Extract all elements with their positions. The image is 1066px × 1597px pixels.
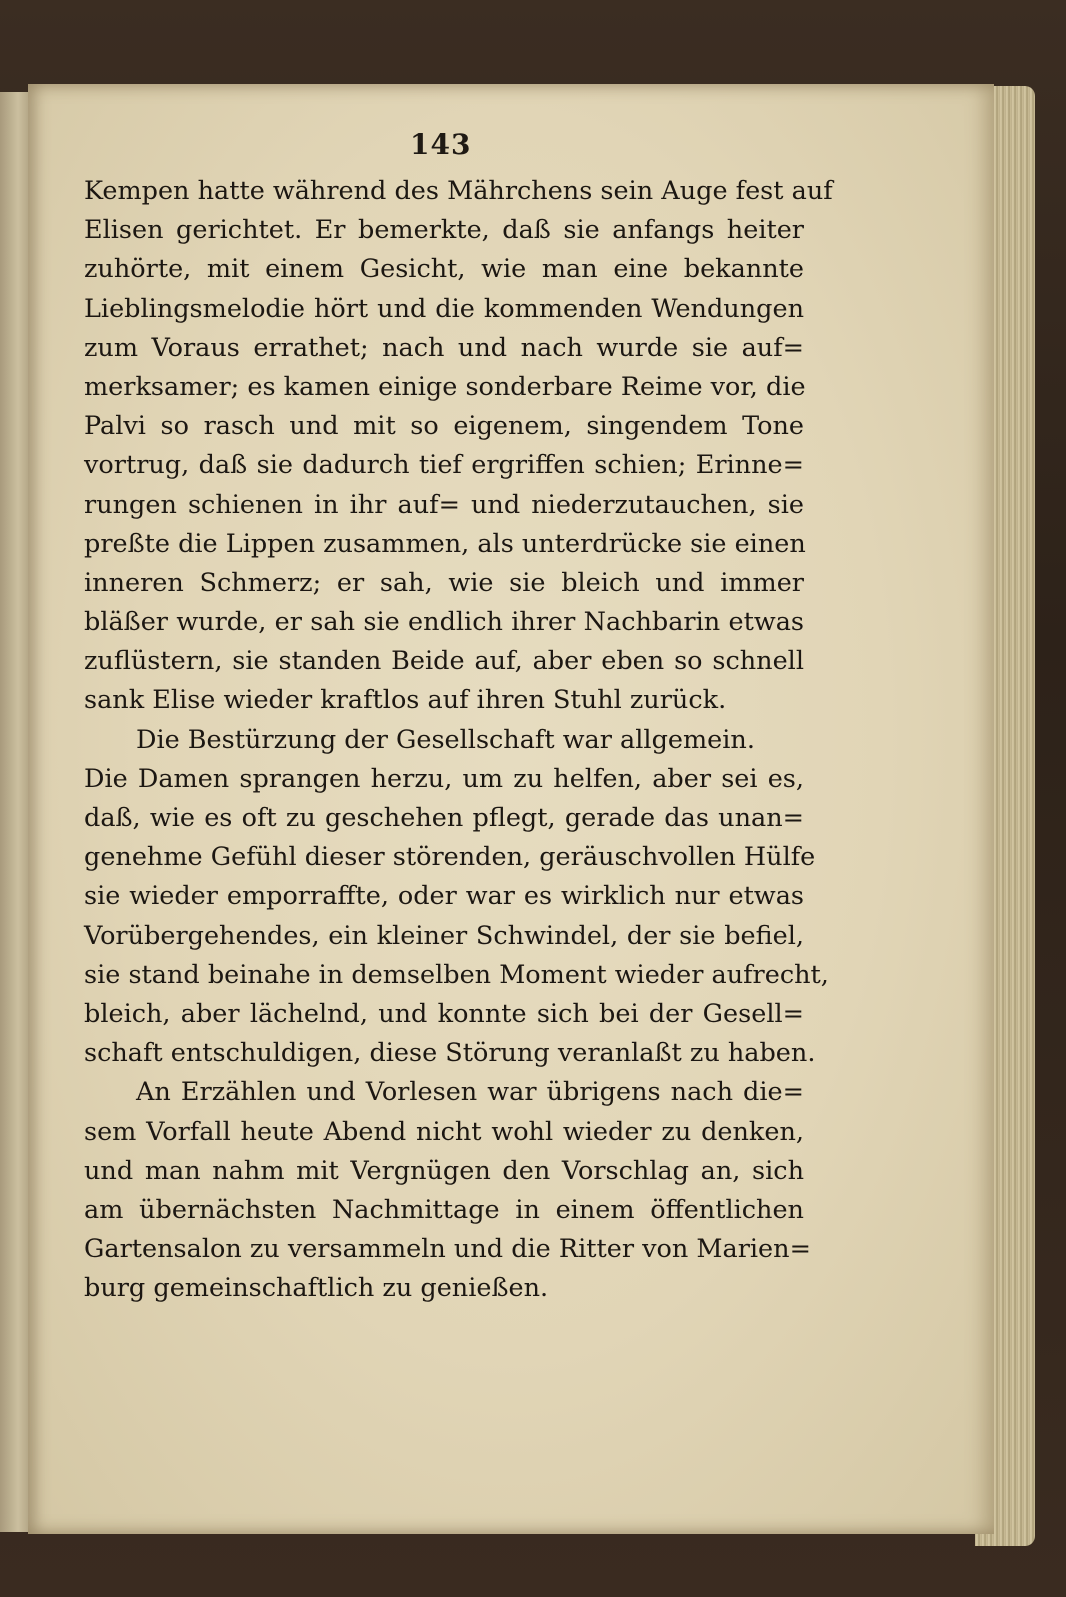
text-line: zum Voraus errathet; nach und nach wurde sie auf= [84,332,804,363]
text-line: inneren Schmerz; er sah, wie sie bleich und immer [84,567,804,598]
text-line: zuflüstern, sie standen Beide auf, aber eben so schnell [84,646,804,677]
text-line: rungen schienen in ihr auf= und niederzutauchen, sie [84,489,804,520]
text-line: daß, wie es oft zu geschehen pflegt, gerade das unan= [84,803,804,833]
text-line: sie stand beinahe in demselben Moment wieder aufrecht, [84,959,829,990]
text-line: bläßer wurde, er sah sie endlich ihrer Nachbarin etwas [84,607,804,638]
text-line: burg gemeinschaftlich zu genießen. [84,1273,549,1304]
text-line: sank Elise wieder kraftlos auf ihren Stuhl zurück. [84,685,727,716]
text-line: Elisen gerichtet. Er bemerkte, daß sie anfangs heiter [84,215,804,246]
text-line: genehme Gefühl dieser störenden, geräuschvollen Hülfe [84,842,816,873]
text-line: Vorübergehendes, ein kleiner Schwindel, der sie befiel, [84,920,804,951]
text-line: sie wieder emporraffte, oder war es wirklich nur etwas [84,881,804,912]
text-line: sem Vorfall heute Abend nicht wohl wieder zu denken, [84,1116,804,1147]
text-line: Gartensalon zu versammeln und die Ritter von Marien= [84,1234,811,1265]
page-number: 143 [410,128,472,161]
text-line: Palvi so rasch und mit so eigenem, singendem Tone [84,411,804,442]
text-line: Kempen hatte während des Mährchens sein Auge fest auf [84,176,833,206]
text-line: und man nahm mit Vergnügen den Vorschlag an, sich [84,1155,804,1186]
paragraph-first-line: Die Bestürzung der Gesellschaft war allgemein. [136,724,755,755]
text-line: schaft entschuldigen, diese Störung veranlaßt zu haben. [84,1038,816,1069]
text-line: am übernächsten Nachmittage in einem öffentlichen [84,1194,804,1225]
text-line: zuhörte, mit einem Gesicht, wie man eine bekannte [84,254,804,285]
text-line: vortrug, daß sie dadurch tief ergriffen schien; Erinne= [84,450,804,481]
text-line: bleich, aber lächelnd, und konnte sich bei der Gesell= [84,998,804,1029]
text-line: merksamer; es kamen einige sonderbare Reime vor, die [84,371,806,402]
text-line: Lieblingsmelodie hört und die kommenden Wendungen [84,293,804,324]
page-text-block [84,172,833,1308]
text-line: preßte die Lippen zusammen, als unterdrücke sie einen [84,528,806,559]
left-facing-page-edge [0,92,30,1532]
text-line: Die Damen sprangen herzu, um zu helfen, aber sei es, [84,763,804,794]
paragraph-first-line: An Erzählen und Vorlesen war übrigens nach die= [136,1077,804,1108]
